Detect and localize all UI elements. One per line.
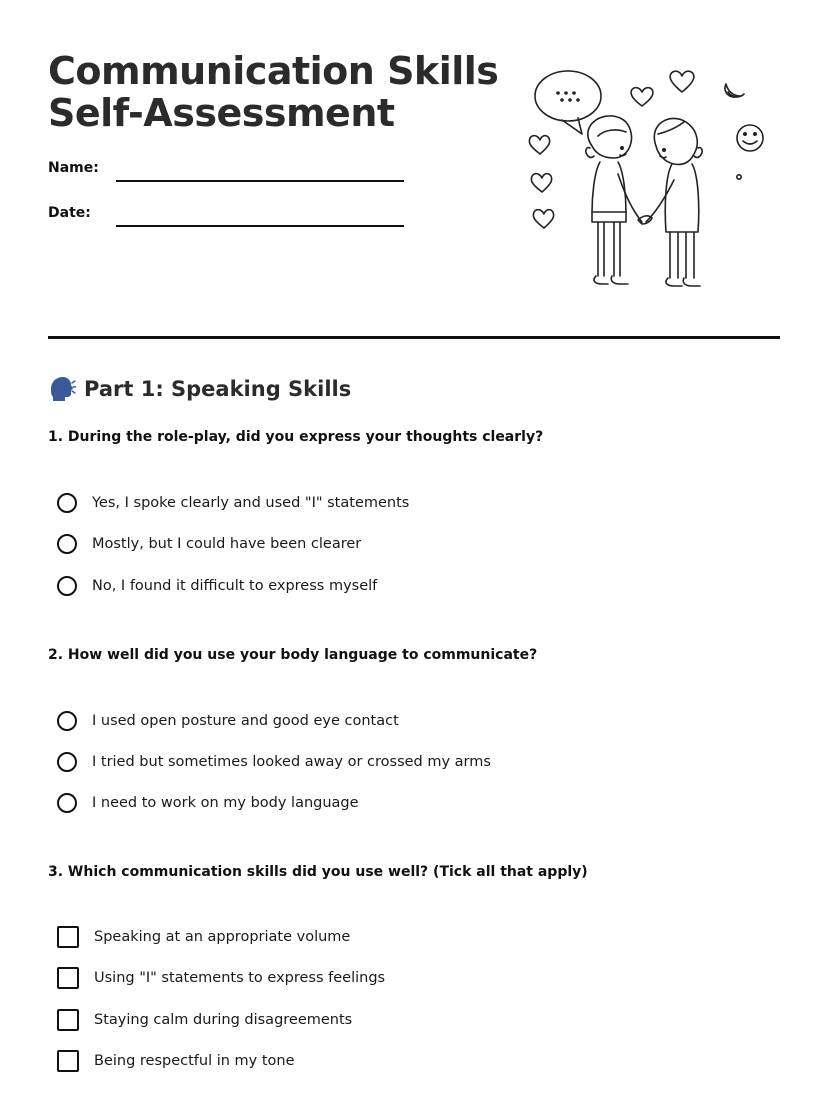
checkbox[interactable] — [57, 967, 79, 989]
q3-option-3[interactable] — [57, 1007, 352, 1033]
girl-figure — [586, 116, 642, 284]
q3-option-1[interactable] — [57, 924, 350, 950]
radio-button[interactable] — [57, 711, 77, 731]
radio-button[interactable] — [57, 534, 77, 554]
checkbox[interactable] — [57, 1009, 79, 1031]
speaking-head-icon — [48, 375, 76, 403]
heart-icon — [670, 71, 694, 92]
part1-heading — [48, 374, 351, 404]
checkbox[interactable] — [57, 926, 79, 948]
radio-button[interactable] — [57, 752, 77, 772]
heart-icon — [529, 136, 549, 154]
radio-button[interactable] — [57, 793, 77, 813]
q2-option-3[interactable] — [57, 790, 359, 816]
q1-option-2[interactable] — [57, 531, 361, 557]
option-label: No, I found it difficult to express myself — [92, 578, 378, 594]
page-title-line-2: Self-Assessment — [48, 91, 395, 135]
question-1: 1. During the role-play, did you express your thoughts clearly? — [48, 429, 544, 445]
option-label: Staying calm during disagreements — [94, 1012, 353, 1028]
option-label: Speaking at an appropriate volume — [94, 929, 351, 945]
heart-icon — [531, 174, 551, 192]
q1-option-1[interactable] — [57, 490, 409, 516]
page-title-line-1: Communication Skills — [48, 49, 499, 93]
option-label: Being respectful in my tone — [94, 1053, 295, 1069]
heart-icon — [533, 210, 553, 228]
date-blank-line[interactable] — [116, 225, 404, 227]
option-label: Yes, I spoke clearly and used "I" statements — [92, 495, 410, 511]
option-label: I need to work on my body language — [92, 795, 359, 811]
heart-icon — [631, 88, 653, 106]
radio-button[interactable] — [57, 493, 77, 513]
q1-option-3[interactable] — [57, 573, 377, 599]
q2-option-2[interactable] — [57, 749, 491, 775]
q2-option-1[interactable] — [57, 708, 399, 734]
section-divider — [48, 336, 780, 339]
option-label: Mostly, but I could have been clearer — [92, 536, 362, 552]
boy-figure — [646, 118, 702, 286]
date-field[interactable] — [48, 205, 408, 229]
q3-option-2[interactable] — [57, 965, 385, 991]
option-label: I used open posture and good eye contact — [92, 713, 399, 729]
name-label: Name: — [48, 160, 99, 176]
q3-option-4[interactable] — [57, 1048, 295, 1074]
option-label: I tried but sometimes looked away or crossed my arms — [92, 754, 491, 770]
question-3: 3. Which communication skills did you use well? (Tick all that apply) — [48, 864, 588, 880]
smiley-icon — [737, 125, 763, 151]
page-title — [48, 50, 498, 134]
checkbox[interactable] — [57, 1050, 79, 1072]
name-blank-line[interactable] — [116, 180, 404, 182]
name-field[interactable] — [48, 160, 408, 184]
question-2: 2. How well did you use your body language to communicate? — [48, 647, 538, 663]
kids-handshake-illustration — [522, 62, 772, 298]
option-label: Using "I" statements to express feelings — [94, 970, 386, 986]
date-label: Date: — [48, 205, 91, 221]
radio-button[interactable] — [57, 576, 77, 596]
part1-title: Part 1: Speaking Skills — [84, 377, 352, 401]
